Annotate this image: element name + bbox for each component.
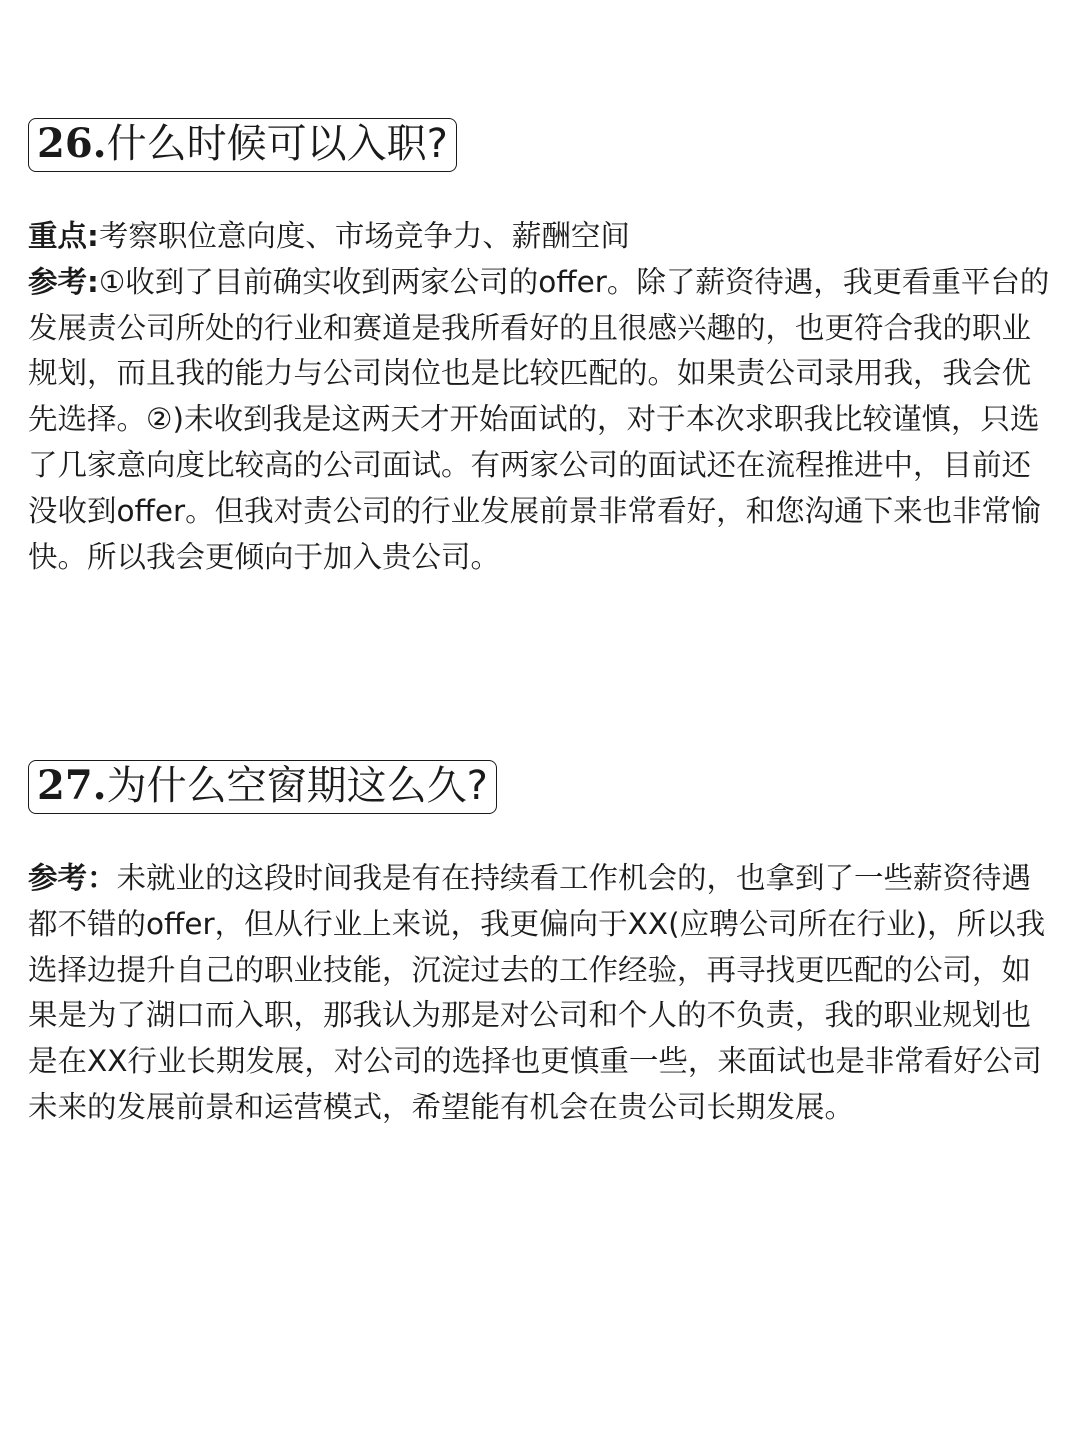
reference-text: 未就业的这段时间我是有在持续看工作机会的，也拿到了一些薪资待遇都不错的offer，但从行业上来说，我更偏向于XX(应聘公司所在行业)，所以我选择边提升自己的职业技能，沉淀过去的工作经验，再寻找更匹配的公司，如果是为了湖口而入职，那我认为那是对公司和个人的不负责，我的职业规划也是在XX行业长期发展，对公司的选择也更慎重一些，来面试也是非常看好公司未来的发展前景和运营模式，希望能有机会在贵公司长期发展。 [28, 861, 1046, 1124]
reference-label: 参考: [28, 264, 99, 299]
question-26-title-box [28, 118, 457, 172]
question-26-section [28, 118, 1052, 580]
question-26-body [28, 214, 1052, 580]
question-26-title: 什么时候可以入职? [106, 121, 448, 167]
reference-label: 参考： [28, 861, 117, 895]
reference-text: ①收到了目前确实收到两家公司的offer。除了薪资待遇，我更看重平台的发展责公司所处的行业和赛道是我所看好的且很感兴趣的，也更符合我的职业规划，而且我的能力与公司岗位也是比较匹配的。如果责公司录用我，我会优先选择。②)未收到我是这两天才开始面试的，对于本次求职我比较谨慎，只选了几家意向度比较高的公司面试。有两家公司的面试还在流程推进中，目前还没收到offer。但我对责公司的行业发展前景非常看好，和您沟通下来也非常愉快。所以我会更倾向于加入贵公司。 [28, 264, 1050, 574]
question-26-number: 26. [37, 120, 107, 167]
key-points-text: 考察职位意向度、市场竞争力、薪酬空间 [98, 219, 630, 253]
question-27-title: 为什么空窗期这么久? [106, 763, 488, 809]
key-points-label: 重点: [28, 219, 99, 253]
question-27-number: 27. [37, 762, 107, 809]
question-27-body [28, 856, 1052, 1131]
question-27-title-box [28, 760, 497, 814]
question-27-section [28, 760, 1052, 1131]
